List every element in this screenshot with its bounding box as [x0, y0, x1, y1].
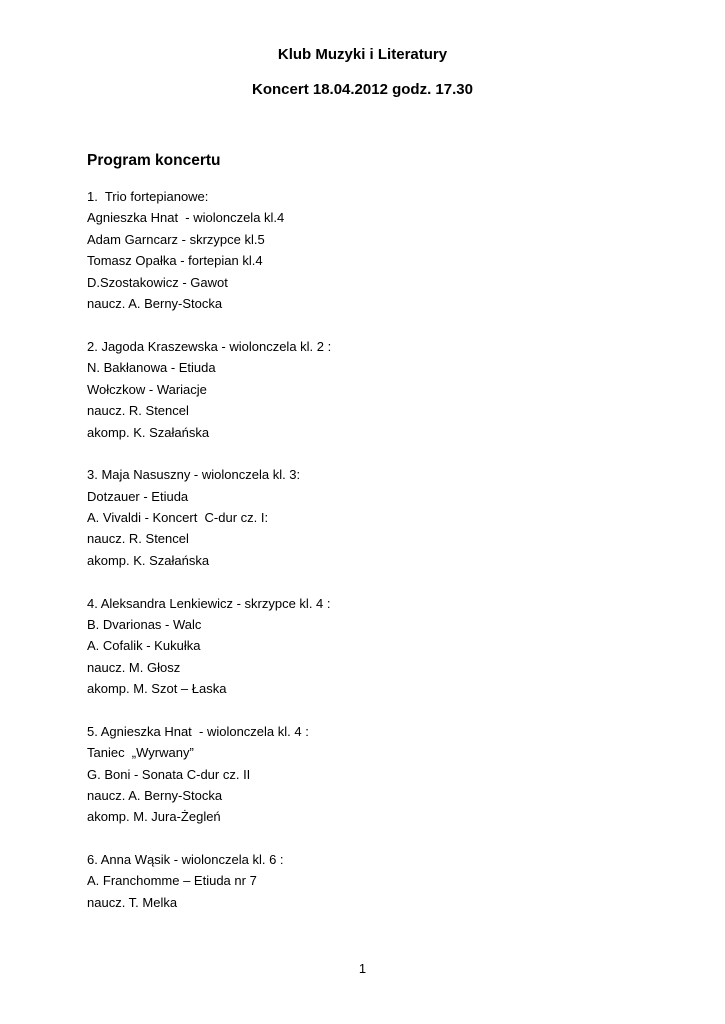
- program-line: 3. Maja Nasuszny - wiolonczela kl. 3:: [87, 467, 301, 482]
- program-line: G. Boni - Sonata C-dur cz. II: [87, 767, 251, 782]
- program-line: Taniec „Wyrwany”: [87, 745, 194, 760]
- program-line: naucz. A. Berny-Stocka: [87, 788, 223, 803]
- program-line: akomp. K. Szałańska: [87, 553, 210, 568]
- program-line: 1. Trio fortepianowe:: [87, 189, 209, 204]
- program-line: akomp. M. Jura-Żegleń: [87, 809, 221, 824]
- program-line: akomp. M. Szot – Łaska: [87, 681, 227, 696]
- program-line: naucz. T. Melka: [87, 895, 178, 910]
- page-number: 1: [358, 961, 367, 976]
- program-line: A. Vivaldi - Koncert C-dur cz. I:: [87, 510, 269, 525]
- program-line: 6. Anna Wąsik - wiolonczela kl. 6 :: [87, 852, 284, 867]
- program-line: Adam Garncarz - skrzypce kl.5: [87, 232, 265, 247]
- program-line: naucz. A. Berny-Stocka: [87, 296, 223, 311]
- program-line: naucz. M. Głosz: [87, 660, 181, 675]
- program-line: naucz. R. Stencel: [87, 403, 189, 418]
- program-line: Dotzauer - Etiuda: [87, 489, 189, 504]
- program-line: Tomasz Opałka - fortepian kl.4: [87, 253, 263, 268]
- program-line: 4. Aleksandra Lenkiewicz - skrzypce kl. 4 :: [87, 596, 331, 611]
- program-line: naucz. R. Stencel: [87, 531, 189, 546]
- program-line: Wołczkow - Wariacje: [87, 382, 207, 397]
- program-line: Agnieszka Hnat - wiolonczela kl.4: [87, 210, 285, 225]
- program-line: A. Cofalik - Kukułka: [87, 638, 201, 653]
- concert-title: Koncert 18.04.2012 godz. 17.30: [252, 81, 473, 98]
- program-line: D.Szostakowicz - Gawot: [87, 275, 228, 290]
- program-heading: Program koncertu: [87, 152, 221, 169]
- program-line: akomp. K. Szałańska: [87, 425, 210, 440]
- program-line: A. Franchomme – Etiuda nr 7: [87, 873, 257, 888]
- program-line: B. Dvarionas - Walc: [87, 617, 202, 632]
- program-line: 5. Agnieszka Hnat - wiolonczela kl. 4 :: [87, 724, 309, 739]
- program-line: N. Bakłanowa - Etiuda: [87, 360, 216, 375]
- club-title: Klub Muzyki i Literatury: [277, 46, 448, 63]
- program-line: 2. Jagoda Kraszewska - wiolonczela kl. 2 :: [87, 339, 332, 354]
